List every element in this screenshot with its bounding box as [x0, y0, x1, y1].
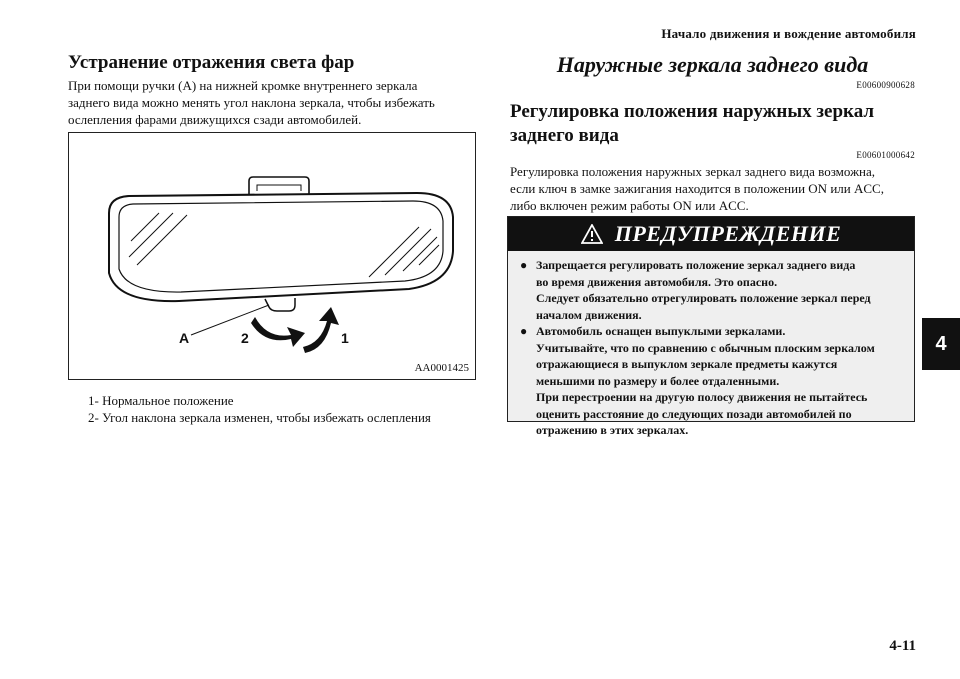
legend-item: 2- Угол наклона зеркала изменен, чтобы избежать ослепления: [88, 410, 431, 425]
warning-triangle-icon: [581, 224, 603, 244]
figure-code: AA0001425: [414, 362, 469, 374]
warning-line: Автомобиль оснащен выпуклыми зеркалами.: [536, 324, 786, 338]
warning-line: отражающиеся в выпуклом зеркале предметы кажутся: [536, 357, 838, 371]
warning-header: [508, 217, 914, 251]
heading-code: E00601000642: [856, 150, 915, 160]
warning-box: [507, 216, 915, 437]
heading-line: Регулировка положения наружных зеркал: [510, 101, 875, 122]
warning-line: Учитывайте, что по сравнению с обычным плоским зеркалом: [536, 340, 875, 355]
warning-line: началом движения.: [536, 307, 642, 322]
headlight-glare-paragraph: [68, 77, 478, 128]
paragraph-line: либо включен режим работы ON или ACC.: [510, 198, 749, 213]
figure-label-2: 2: [241, 330, 249, 346]
paragraph-line: заднего вида можно менять угол наклона зеркала, чтобы избежать: [68, 95, 435, 110]
page-header-title: Начало движения и вождение автомобиля: [661, 26, 916, 41]
left-column: [68, 52, 478, 128]
heading-line: заднего вида: [510, 125, 619, 146]
page-number: 4-11: [889, 638, 916, 654]
outside-mirrors-paragraph: [510, 163, 915, 214]
paragraph-line: если ключ в замке зажигания находится в положении ON или ACC,: [510, 181, 884, 196]
legend-item: 1- Нормальное положение: [88, 393, 234, 408]
headlight-glare-heading: Устранение отражения света фар: [68, 52, 355, 73]
section-code: E00600900628: [856, 80, 915, 90]
warning-line: Запрещается регулировать положение зеркал заднего вида: [536, 258, 856, 272]
paragraph-line: Регулировка положения наружных зеркал заднего вида возможна,: [510, 164, 876, 179]
rearview-mirror-illustration: [69, 133, 475, 379]
warning-item: [520, 257, 906, 323]
bullet: ●: [520, 258, 528, 272]
warning-line: При перестроении на другую полосу движения не пытайтесь: [536, 390, 868, 404]
bullet: ●: [520, 324, 528, 338]
chapter-tab: 4: [922, 318, 960, 370]
figure-label-a: A: [179, 330, 190, 346]
warning-line: Следует обязательно отрегулировать положение зеркал перед: [536, 291, 871, 305]
figure-legend: [88, 392, 488, 426]
warning-line: оценить расстояние до следующих позади автомобилей по: [536, 406, 852, 421]
rearview-mirror-figure: [68, 132, 476, 380]
warning-title: ПРЕДУПРЕЖДЕНИЕ: [614, 221, 842, 246]
warning-body: [508, 251, 914, 439]
paragraph-line: ослепления фарами движущихся сзади автомобилей.: [68, 112, 362, 127]
figure-label-1: 1: [341, 330, 349, 346]
warning-line: во время движения автомобиля. Это опасно.: [536, 274, 778, 289]
right-column: [510, 52, 915, 214]
paragraph-line: При помощи ручки (A) на нижней кромке внутреннего зеркала: [68, 78, 418, 93]
warning-line: меньшими по размеру и более отдаленными.: [536, 373, 780, 388]
warning-item: [520, 323, 906, 439]
warning-line: отражению в этих зеркалах.: [536, 423, 689, 437]
section-title: Наружные зеркала заднего вида: [556, 52, 869, 77]
outside-mirrors-heading: [510, 100, 915, 148]
